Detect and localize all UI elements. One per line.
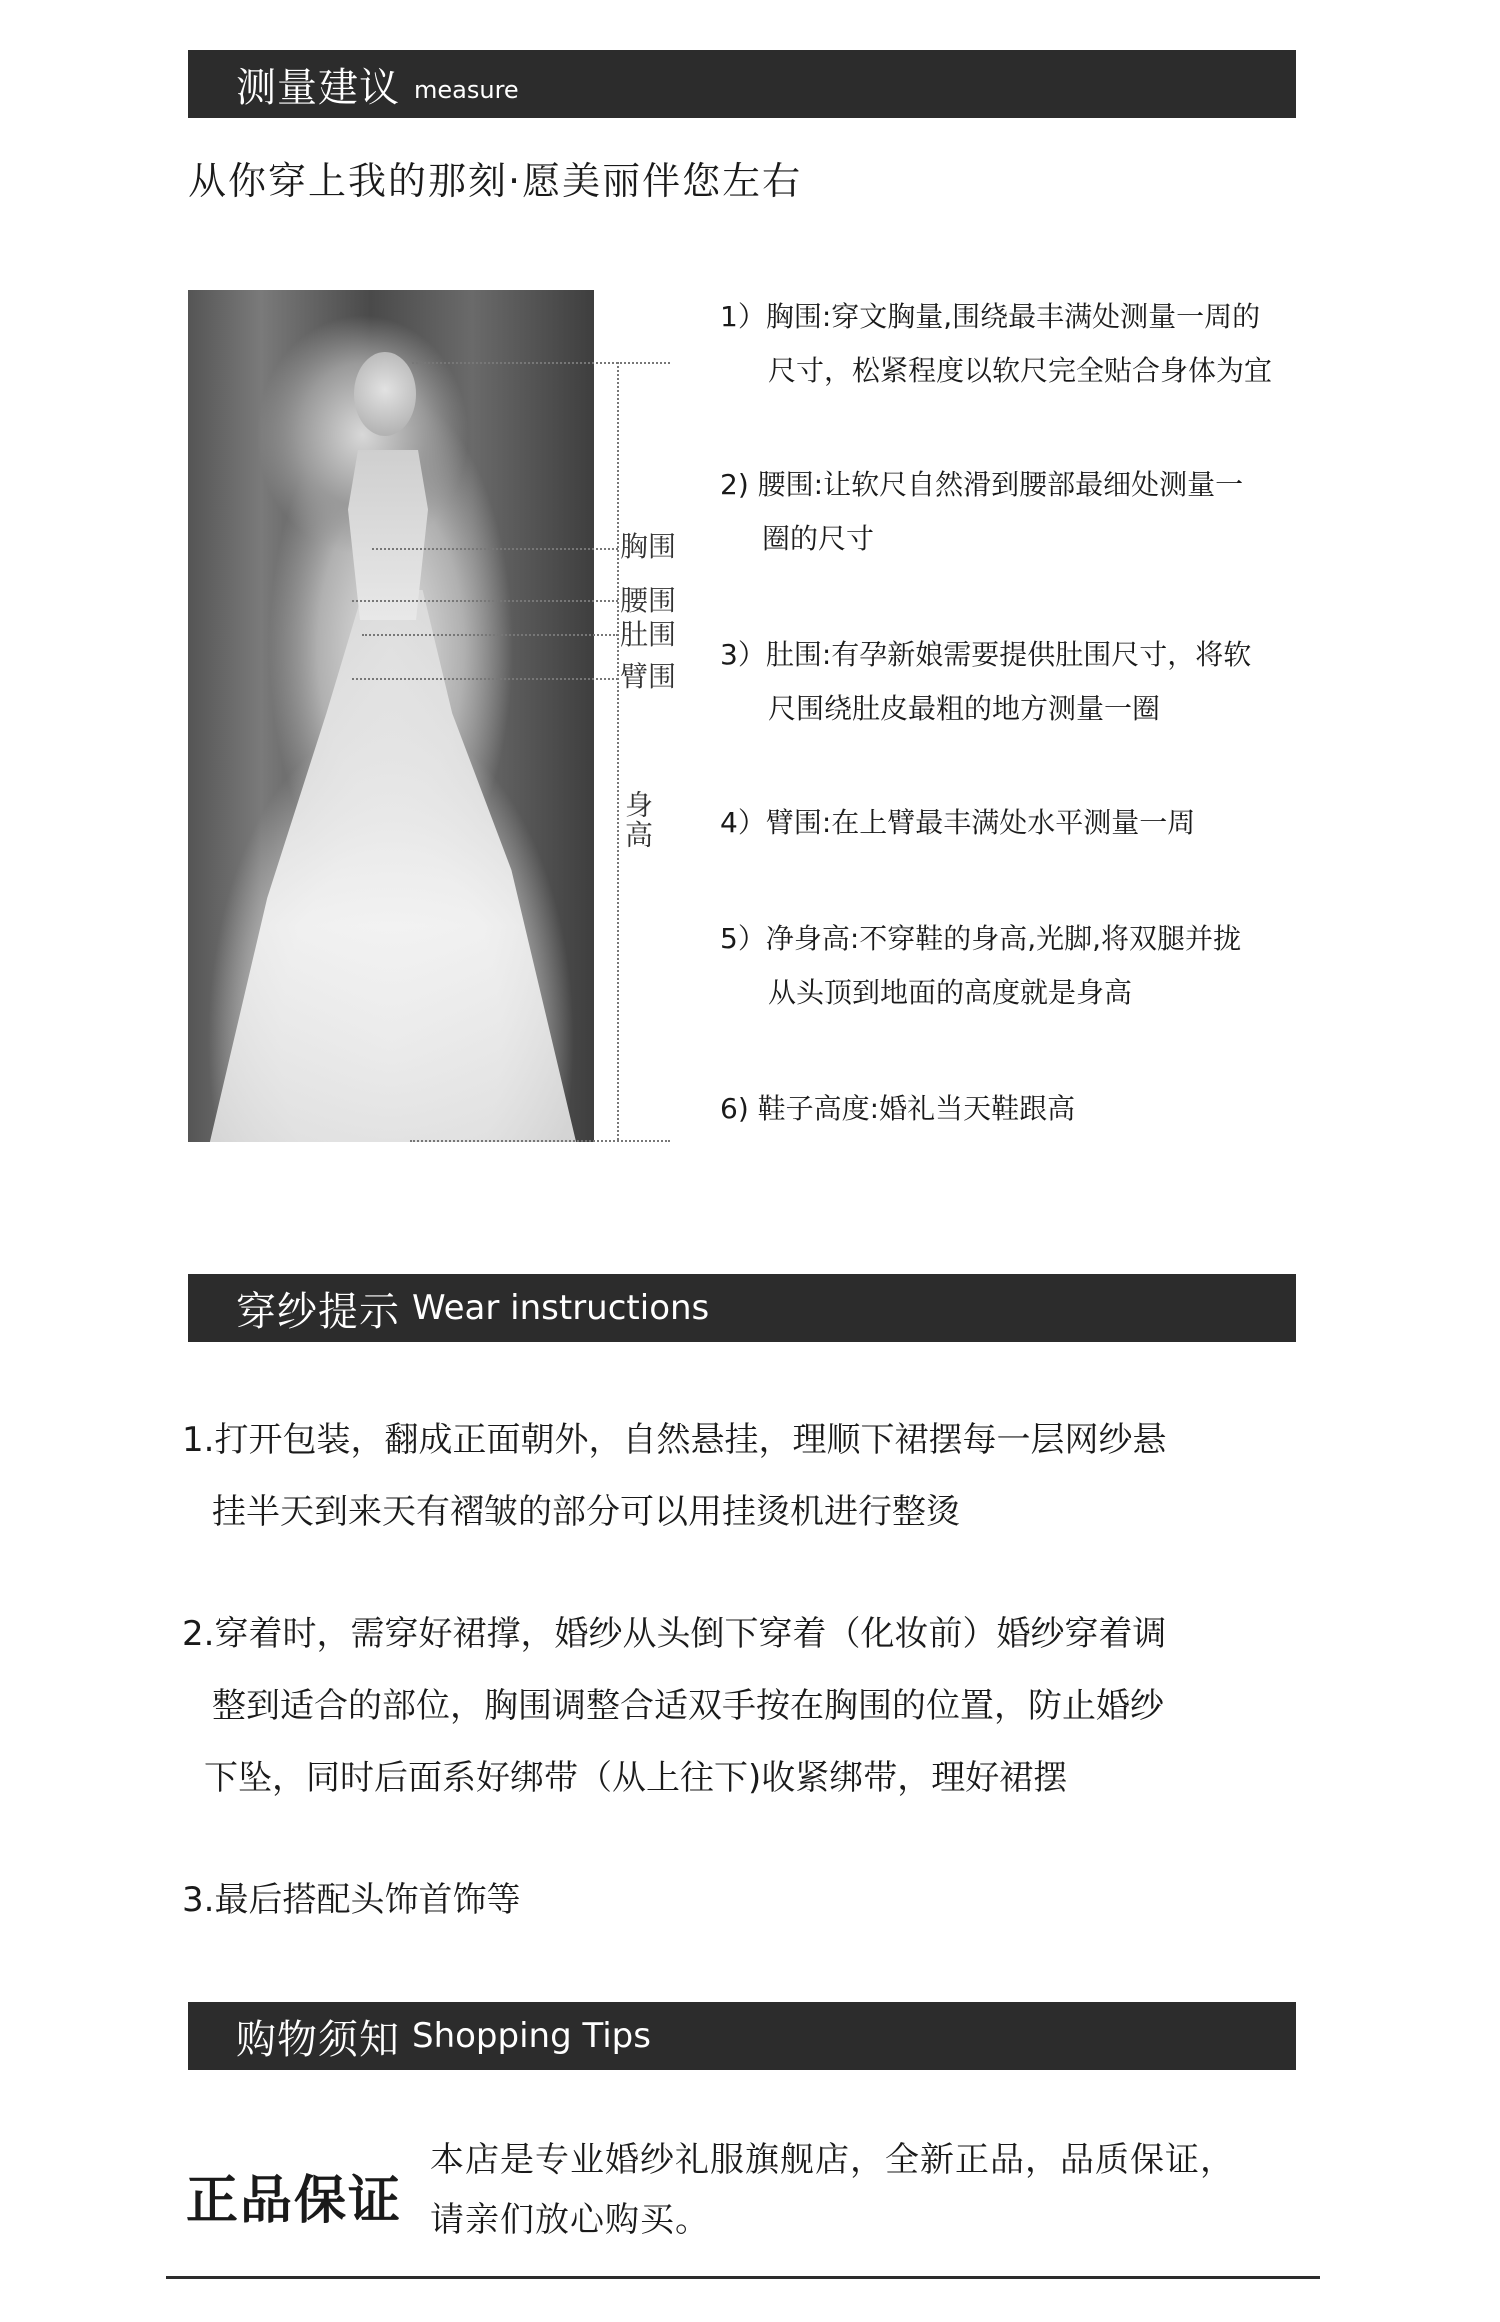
guide-line-height [617, 362, 619, 1140]
guide-line-arm [352, 678, 618, 680]
dress-skirt-shape [208, 590, 578, 1142]
wear-instruction-2: 2.穿着时，需穿好裙撑，婚纱从头倒下穿着（化妆前）婚纱穿着调 整到适合的部位，胸围调整合适双手按在胸围的位置，防止婚纱 下坠，同时后面系好绑带（从上往下)收紧绑带，理好裙摆 [182, 1614, 1167, 1798]
bride-photo [188, 290, 594, 1142]
label-height: 身高 [621, 790, 654, 850]
section-title-cn: 购物须知 [236, 2016, 400, 2063]
guide-line-top [412, 362, 670, 364]
guarantee-text: 本店是专业婚纱礼服旗舰店，全新正品，品质保证， 请亲们放心购买。 [430, 2140, 1235, 2240]
section-title-en: Wear instructions [412, 1288, 710, 1328]
section-title-cn: 穿纱提示 [236, 1288, 400, 1335]
label-waist: 腰围 [620, 584, 677, 617]
label-belly: 肚围 [620, 618, 677, 651]
measure-item-3: 3）肚围:有孕新娘需要提供肚围尺寸，将软 尺围绕肚皮最粗的地方测量一圈 [720, 638, 1252, 725]
wear-instruction-3: 3.最后搭配头饰首饰等 [182, 1880, 521, 1920]
guide-line-bust [372, 548, 618, 550]
measure-item-4: 4）臂围:在上臂最丰满处水平测量一周 [720, 806, 1196, 839]
guide-line-waist [352, 600, 618, 602]
section-title-en: Shopping Tips [412, 2016, 651, 2056]
bride-head-shape [354, 352, 416, 436]
section-title-en: measure [414, 76, 519, 104]
section-header-wear [188, 1274, 1296, 1342]
section-header-measure [188, 50, 1296, 118]
section-header-shopping [188, 2002, 1296, 2070]
measure-item-5: 5）净身高:不穿鞋的身高,光脚,将双腿并拢 从头顶到地面的高度就是身高 [720, 922, 1242, 1009]
guide-line-belly [362, 634, 618, 636]
guarantee-title: 正品保证 [186, 2171, 403, 2231]
label-arm: 臂围 [620, 660, 677, 693]
guide-line-bottom [410, 1140, 670, 1142]
subtitle: 从你穿上我的那刻·愿美丽伴您左右 [188, 159, 803, 203]
measure-item-6: 6) 鞋子高度:婚礼当天鞋跟高 [720, 1092, 1076, 1125]
label-bust: 胸围 [620, 530, 677, 563]
measure-item-1: 1）胸围:穿文胸量,围绕最丰满处测量一周的 尺寸，松紧程度以软尺完全贴合身体为宜 [720, 300, 1273, 387]
wear-instruction-1: 1.打开包装，翻成正面朝外，自然悬挂，理顺下裙摆每一层网纱悬 挂半天到来天有褶皱的部分可以用挂烫机进行整烫 [182, 1420, 1167, 1532]
measure-item-2: 2) 腰围:让软尺自然滑到腰部最细处测量一 圈的尺寸 [720, 468, 1244, 555]
divider [166, 2276, 1320, 2279]
section-title-cn: 测量建议 [236, 64, 400, 111]
